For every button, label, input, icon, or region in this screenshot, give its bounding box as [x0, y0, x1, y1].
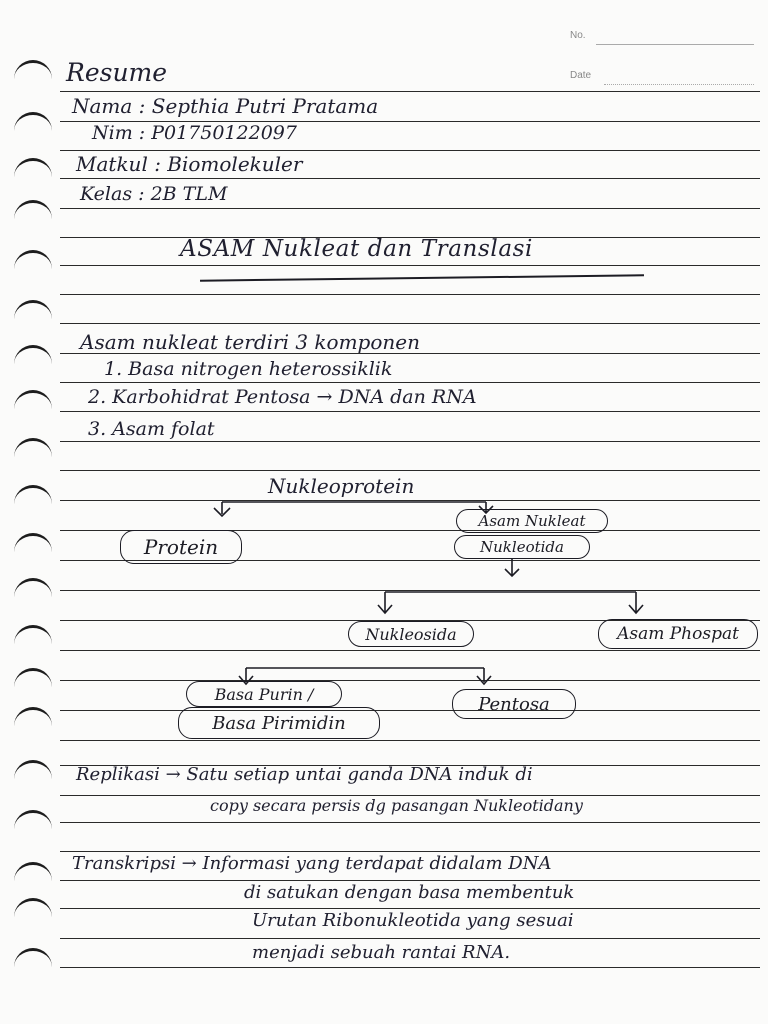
transkripsi-line: Transkripsi → Informasi yang terdapat didalam DNA: [72, 853, 552, 874]
protein-node: Protein: [120, 530, 242, 564]
course-field: Matkul : Biomolekuler: [76, 152, 303, 176]
no-label: No.: [570, 30, 586, 41]
components-intro: Asam nukleat terdiri 3 komponen: [80, 330, 420, 354]
page-heading: ASAM Nukleat dan Translasi: [180, 236, 533, 262]
component-item: 2. Karbohidrat Pentosa → DNA dan RNA: [88, 386, 477, 408]
asam-nukleat-node: Asam Nukleat: [456, 509, 608, 533]
replikasi-line: copy secara persis dg pasangan Nukleotidany: [210, 796, 583, 815]
transkripsi-line: menjadi sebuah rantai RNA.: [252, 942, 511, 963]
nukleotida-node: Nukleotida: [454, 535, 590, 559]
asam-phospat-node: Asam Phospat: [598, 619, 758, 649]
replikasi-line: Replikasi → Satu setiap untai ganda DNA induk di: [76, 764, 533, 785]
name-field: Nama : Septhia Putri Pratama: [72, 94, 379, 118]
nukleosida-node: Nukleosida: [348, 621, 474, 647]
component-item: 1. Basa nitrogen heterossiklik: [104, 358, 393, 380]
basa-purin-node: Basa Purin /: [186, 681, 342, 707]
basa-pirimidin-node: Basa Pirimidin: [178, 707, 380, 739]
component-item: 3. Asam folat: [88, 418, 215, 440]
nukleoprotein-label: Nukleoprotein: [268, 474, 415, 498]
date-label: Date: [570, 70, 592, 81]
transkripsi-line: Urutan Ribonukleotida yang sesuai: [252, 910, 574, 931]
class-field: Kelas : 2B TLM: [80, 183, 228, 205]
pentosa-node: Pentosa: [452, 689, 576, 719]
nim-field: Nim : P01750122097: [92, 122, 297, 144]
resume-title: Resume: [66, 58, 168, 87]
transkripsi-line: di satukan dengan basa membentuk: [244, 882, 575, 903]
